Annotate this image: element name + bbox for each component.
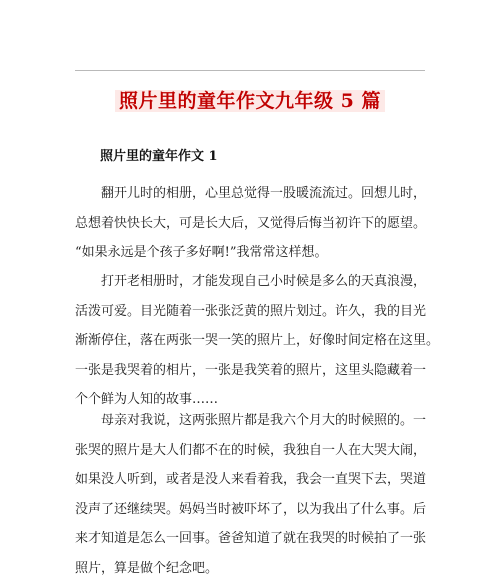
paragraph-line: 来才知道是怎么一回事。爸爸知道了就在我哭的时候拍了一张: [75, 524, 435, 554]
paragraph-line: “如果永远是个孩子多好啊!”我常常这样想。: [75, 238, 435, 268]
section-subtitle: 照片里的童年作文 1: [100, 146, 218, 168]
paragraph-line: 张哭的照片是大人们都不在的时候，我独自一人在大哭大闹，: [75, 436, 435, 466]
paragraph-line: 渐渐停住，落在两张一哭一笑的照片上，好像时间定格在这里。: [75, 326, 435, 356]
page-title-text: 照片里的童年作文九年级 5 篇: [115, 90, 385, 112]
paragraph-line: 打开老相册时，才能发现自己小时候是多么的天真浪漫，: [75, 267, 435, 297]
paragraph-line: 如果没人听到，或者是没人来看着我，我会一直哭下去，哭道: [75, 465, 435, 495]
paragraph-line: 没声了还继续哭。妈妈当时被吓坏了，以为我出了什么事。后: [75, 495, 435, 525]
paragraph-1: [75, 179, 435, 268]
paragraph-line: 一张是我哭着的相片，一张是我笑着的照片，这里头隐藏着一: [75, 356, 435, 386]
paragraph-line: 翻开儿时的相册，心里总觉得一股暖流流过。回想儿时，: [75, 179, 435, 209]
paragraph-3: [75, 406, 435, 583]
paragraph-line: 总想着快快长大，可是长大后，又觉得后悔当初许下的愿望。: [75, 209, 435, 239]
paragraph-2: [75, 267, 435, 415]
paragraph-line: 活泼可爱。目光随着一张张泛黄的照片划过。许久，我的目光: [75, 297, 435, 327]
page-title: [0, 85, 500, 117]
paragraph-line: 母亲对我说，这两张照片都是我六个月大的时候照的。一: [75, 406, 435, 436]
header-divider: [75, 70, 425, 71]
paragraph-line: 照片，算是做个纪念吧。: [75, 554, 435, 583]
paragraph-line: 个个鲜为人知的故事……: [75, 385, 435, 415]
